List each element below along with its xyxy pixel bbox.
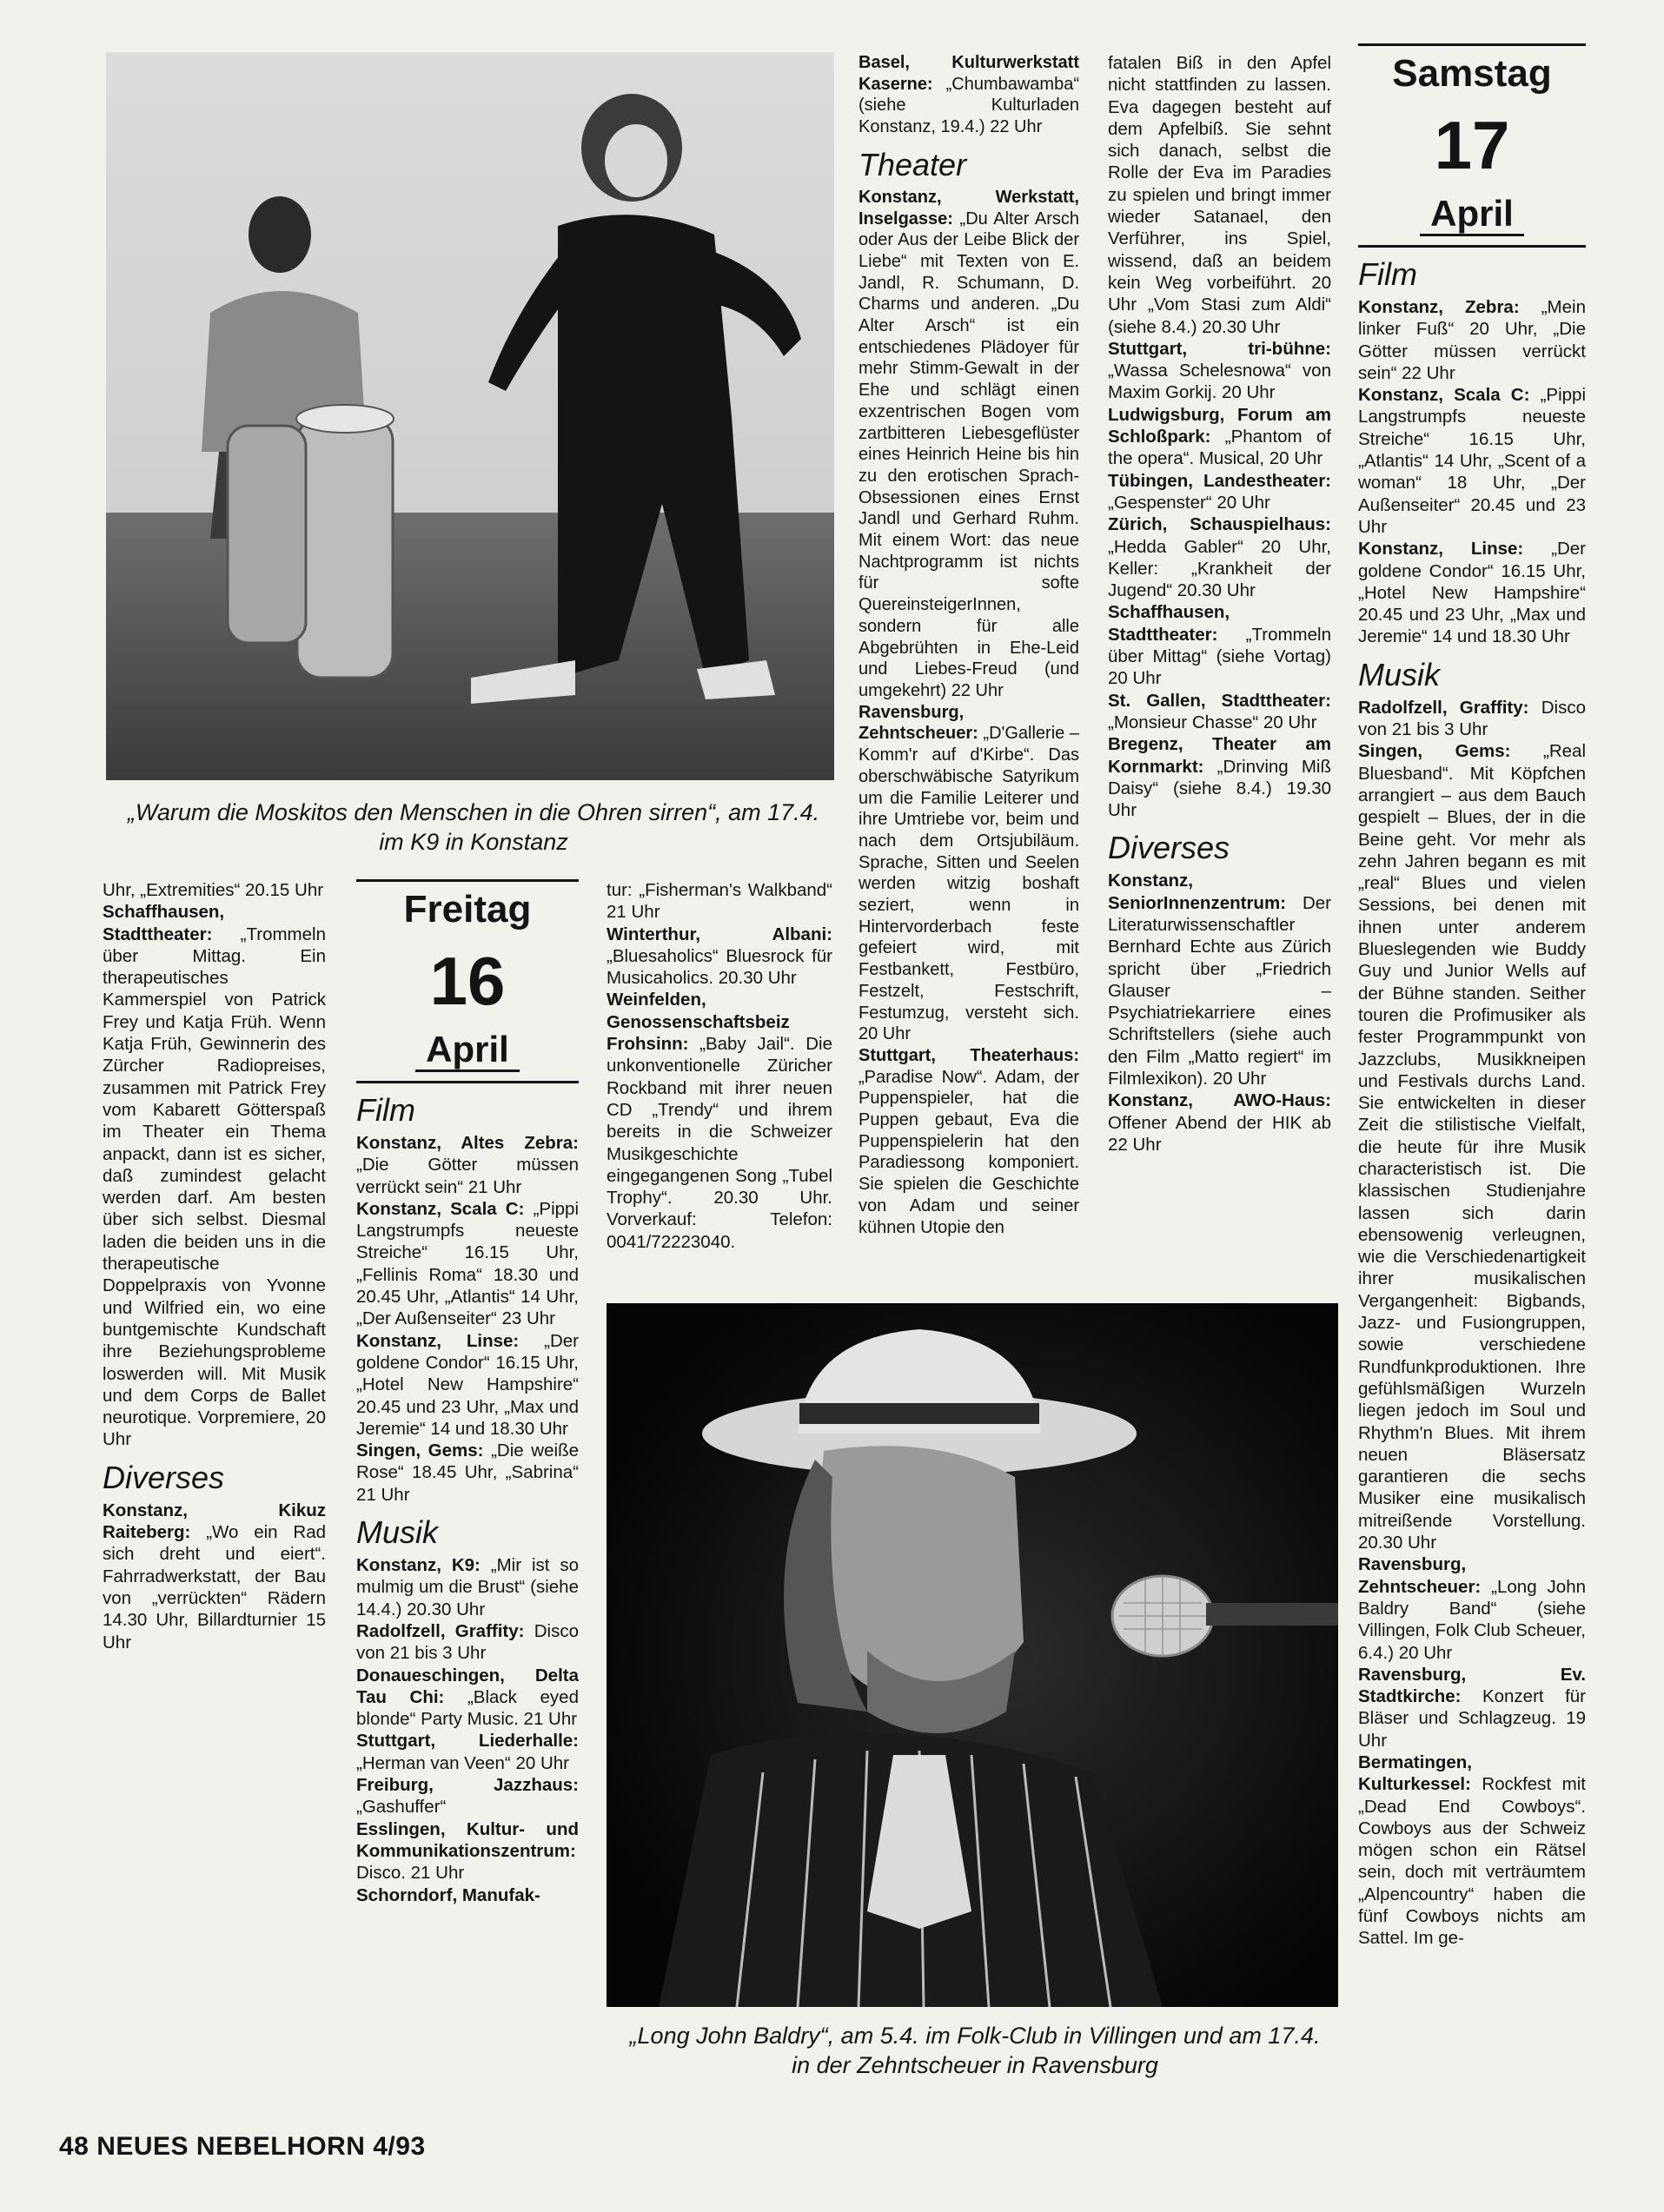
listing-entry: [1358, 384, 1586, 538]
listing-entry: [356, 1665, 579, 1731]
listing-entry: [1108, 404, 1331, 470]
listing-venue: Radolfzell, Graffity:: [356, 1620, 525, 1641]
column-6-saturday: [1358, 43, 1586, 1950]
listing-text: „Der goldene Condor“ 16.15 Uhr, „Hotel New Hampshire“ 20.45 und 23 Uhr, „Max und Jeremie“ 14 und 18.30 Uhr: [356, 1330, 579, 1439]
listing-text: „Long John Baldry Band“ (siehe Villingen, Folk Club Scheuer, 6.4.) 20 Uhr: [1358, 1576, 1586, 1663]
listing-text: „Wassa Schelesnowa“ von Maxim Gorkij. 20 Uhr: [1108, 361, 1331, 403]
section-heading-musik-friday: Musik: [356, 1514, 439, 1551]
listing-text: „Drinving Miß Daisy“ (siehe 8.4.) 19.30 Uhr: [1108, 756, 1331, 821]
listing-text: Disco von 21 bis 3 Uhr: [356, 1620, 579, 1664]
listing-text: Disco von 21 bis 3 Uhr: [1358, 697, 1586, 740]
col4-theater-entries: [859, 187, 1079, 1238]
listing-venue: Konstanz, Altes Zebra:: [356, 1133, 579, 1153]
listing-entry: [1108, 338, 1331, 404]
listing-entry: [1108, 470, 1331, 514]
listing-entry: [356, 1330, 579, 1440]
caption-bottom: „Long John Baldry“, am 5.4. im Folk-Club in Villingen und am 17.4. in der Zehntscheuer in Ravensburg: [629, 2023, 1321, 2078]
listing-venue: Konstanz, SeniorInnenzentrum:: [1108, 871, 1287, 913]
listing-entry: [859, 52, 1079, 138]
listing-text: „Der goldene Condor“ 16.15 Uhr, „Hotel New Hampshire“ 20.45 und 23 Uhr, „Max und Jeremie“ 14 und 18.30 Uhr: [1358, 539, 1586, 647]
month-saturday: April: [1420, 194, 1524, 236]
listing-venue: Ludwigsburg, Forum am Schloßpark:: [1108, 404, 1331, 447]
listing-venue: Freiburg, Jazzhaus:: [356, 1775, 579, 1796]
listing-text: „Pippi Langstrumpfs neueste Streiche“ 16.15 Uhr, „Fellinis Roma“ 18.30 und 20.45 Uhr, „Atlantis“ 14 Uhr, „Der Außenseiter“ 23 Uhr: [356, 1198, 579, 1329]
listing-entry: [1108, 52, 1331, 338]
listing-text: tur: „Fisherman's Walkband“ 21 Uhr: [607, 880, 832, 923]
caption-top: „Warum die Moskitos den Menschen in die Ohren sirren“, am 17.4. im K9 in Konstanz: [127, 799, 820, 855]
listing-venue: Schaffhausen, Stadttheater:: [1108, 602, 1230, 645]
listing-text: „Phantom of the opera“. Musical, 20 Uhr: [1108, 427, 1331, 469]
listing-entry: [1358, 296, 1586, 384]
column-2-friday: [356, 879, 579, 1906]
listing-text: „Paradise Now“. Adam, der Puppenspieler, hat die Puppen gebaut, Eva die Puppenspielerin hat den Paradiessong komponiert. Sie spielen die Geschichte von Adam und seiner kühnen Utopie den: [859, 1067, 1079, 1237]
listing-entry: [356, 1440, 579, 1506]
listing-entry: [356, 1620, 579, 1665]
listing-text: „Trommeln über Mittag“ (siehe Vortag) 20 Uhr: [1108, 624, 1331, 689]
listing-entry: [103, 901, 326, 1450]
listing-venue: Konstanz, Linse:: [1358, 539, 1524, 560]
weekday-saturday: Samstag: [1392, 52, 1552, 95]
listing-entry: [1358, 538, 1586, 647]
listing-text: „Wo ein Rad sich dreht und eiert“. Fahrradwerkstatt, der Bau von „verrückten“ Rädern 14.30 Uhr, Billardturnier 15 Uhr: [103, 1522, 326, 1652]
listing-entry: [607, 879, 832, 924]
section-heading-musik-saturday: Musik: [1358, 656, 1441, 692]
listing-entry: [607, 924, 832, 990]
saturday-film-entries: [1358, 296, 1586, 648]
listing-venue: Donaueschingen, Delta Tau Chi:: [356, 1665, 579, 1707]
listing-venue: Stuttgart, Theaterhaus:: [859, 1045, 1079, 1065]
listing-text: „Hedda Gabler“ 20 Uhr, Keller: „Krankheit der Jugend“ 20.30 Uhr: [1108, 536, 1331, 601]
listing-text: „Monsieur Chasse“ 20 Uhr: [1108, 712, 1317, 732]
listing-venue: St. Gallen, Stadttheater:: [1108, 690, 1331, 711]
listing-venue: Ravensburg, Zehntscheuer:: [859, 702, 978, 744]
listing-entry: [103, 879, 326, 901]
month-friday: April: [415, 1030, 520, 1072]
listing-entry: [1358, 697, 1586, 741]
listing-entry: [607, 989, 832, 1253]
listing-text: fatalen Biß in den Apfel nicht stattfinden zu lassen. Eva dagegen besteht auf dem Apfelbiß. Sie sehnt sich danach, selbst die Rolle der Eva im Paradies zu spielen und bringt immer wieder Satanael, den Verführer, ins Spiel, wissend, daß an beidem kein Weg vorbeiführt. 20 Uhr „Vom Stasi zum Aldi“ (siehe 8.4.) 20.30 Uhr: [1108, 53, 1331, 337]
listing-text: „Pippi Langstrumpfs neueste Streiche“ 16.15 Uhr, „Atlantis“ 14 Uhr, „Scent of a woman“ 18 Uhr, „Der Außenseiter“ 20.45 und 23 Uhr: [1358, 385, 1586, 537]
listing-text: Disco. 21 Uhr: [356, 1863, 465, 1884]
col1-diverses-entries: [103, 1500, 326, 1653]
listing-text: „Mein linker Fuß“ 20 Uhr, „Die Götter müssen verrückt sein“ 22 Uhr: [1358, 297, 1586, 383]
listing-venue: Zürich, Schauspielhaus:: [1108, 514, 1331, 535]
section-heading-theater: Theater: [859, 146, 967, 182]
listing-text: „Black eyed blonde“ Party Music. 21 Uhr: [356, 1686, 579, 1730]
listing-venue: Schorndorf, Manufak-: [356, 1884, 540, 1905]
weekday-friday: Freitag: [403, 888, 532, 930]
listing-text: „Herman van Veen“ 20 Uhr: [356, 1752, 569, 1773]
photo-moskitos: [106, 52, 834, 780]
listing-venue: Radolfzell, Graffity:: [1358, 697, 1529, 718]
listing-entry: [356, 1132, 579, 1198]
listing-entry: [356, 1774, 579, 1818]
listing-venue: Konstanz, Scala C:: [1358, 385, 1530, 406]
day-number-16: 16: [429, 943, 506, 1019]
listing-text: „Die Götter müssen verrückt sein“ 21 Uhr: [356, 1155, 579, 1197]
listing-text: Rockfest mit „Dead End Cowboys“. Cowboys aus der Schweiz mögen schon ein Rätsel sein, doch mit verträumtem „Alpencountry“ haben die fünf Cowboys nichts am Sattel. Im ge-: [1358, 1774, 1586, 1949]
listing-entry: [859, 187, 1079, 702]
date-box-saturday: [1358, 43, 1586, 248]
listing-text: Konzert für Bläser und Schlagzeug. 19 Uhr: [1358, 1686, 1586, 1751]
listing-entry: [859, 702, 1079, 1045]
listing-text: „Du Alter Arsch oder Aus der Leibe Blick der Liebe“ mit Texten von E. Jandl, R. Schumann, D. Charms und anderen. „Du Alter Arsch“ ist ein entschiedenes Plädoyer für mehr Stimm-Gewalt in der Ehe und schlägt einen exzentrischen Bogen vom zartbitteren Liebesgeflüster eines Heinrich Heine bis hin zu den erotischen Sprach-Obsessionen eines Ernst Jandl und Gerhard Ruhm. Mit einem Wort: das neue Nachtprogramm ist nichts für softe QuereinsteigerInnen, sondern für alle Abgebrühten in Ehe-Leid und Liebes-Freud (und umgekehrt) 22 Uhr: [859, 209, 1079, 700]
col5-entries: [1108, 52, 1331, 821]
listing-entry: [859, 1045, 1079, 1238]
column-3: [607, 879, 832, 1253]
listing-venue: Konstanz, K9:: [356, 1555, 481, 1576]
listing-entry: [356, 1554, 579, 1620]
listing-venue: Ravensburg, Ev. Stadtkirche:: [1358, 1664, 1586, 1707]
listing-text: Der Literaturwissenschaftler Bernhard Echte aus Zürich spricht über „Friedrich Glauser – Psychiatriekarriere eines Schriftstellers (siehe auch den Film „Matto regiert“ im Filmlexikon). 20 Uhr: [1108, 892, 1331, 1089]
listing-entry: [1358, 740, 1586, 1553]
listing-text: „D'Gallerie – Komm'r auf d'Kirbe“. Das oberschwäbische Satyrikum um die Familie Leiterer und ihre Umtriebe vor, beim und nach dem Ortsjubiläum. Sprache, Sitten und Seelen werden witzig boshaft seziert, wenn in Hintervorderbach feste gefeiert wird, mit Festbankett, Festbüro, Festzelt, Festschrift, Festumzug, versteht sich. 20 Uhr: [859, 724, 1079, 1044]
listing-text: „Gespenster“ 20 Uhr: [1108, 492, 1270, 513]
col5-diverses-entries: [1108, 870, 1331, 1156]
listing-venue: Stuttgart, Liederhalle:: [356, 1731, 579, 1752]
listing-entry: [1108, 733, 1331, 821]
listing-venue: Esslingen, Kultur- und Kommunikationszentrum:: [356, 1818, 579, 1861]
listing-venue: Konstanz, Scala C:: [356, 1198, 525, 1219]
section-heading-diverses: Diverses: [103, 1459, 225, 1495]
col1-entries: [103, 879, 326, 1451]
date-box-friday: [356, 879, 579, 1083]
listing-venue: Konstanz, AWO-Haus:: [1108, 1090, 1331, 1111]
saturday-musik-entries: [1358, 697, 1586, 1950]
listing-text: „Baby Jail“. Die unkonventionelle Züricher Rockband mit ihrer neuen CD „Trendy“ und ihrem bereits in die Schweizer Musikgeschichte eingegangenen Song „Tubel Trophy“. 20.30 Uhr. Vorverkauf: Telefon: 0041/72223040.: [607, 1034, 832, 1252]
column-1: [103, 879, 326, 1653]
section-heading-film-saturday: Film: [1358, 256, 1417, 292]
listing-venue: Tübingen, Landestheater:: [1108, 470, 1331, 491]
listing-entry: [356, 1818, 579, 1884]
section-heading-diverses-2: Diverses: [1108, 830, 1230, 866]
listing-venue: Konstanz, Zebra:: [1358, 297, 1520, 317]
listing-entry: [103, 1500, 326, 1653]
page-footer: 48 NEUES NEBELHORN 4/93: [59, 2132, 426, 2161]
listing-text: „Mir ist so mulmig um die Brust“ (siehe 14.4.) 20.30 Uhr: [356, 1555, 579, 1619]
listing-venue: Singen, Gems:: [356, 1440, 484, 1461]
listing-text: Uhr, „Extremities“ 20.15 Uhr: [103, 880, 324, 900]
listing-venue: Ravensburg, Zehntscheuer:: [1358, 1554, 1482, 1597]
listing-entry: [1108, 513, 1331, 601]
photo-moskitos-image: [106, 52, 834, 780]
listing-entry: [1358, 1553, 1586, 1663]
listing-text: „Gashuffer“: [356, 1797, 447, 1818]
column-5: [1108, 52, 1331, 1156]
friday-film-entries: [356, 1132, 579, 1506]
listing-entry: [356, 1730, 579, 1774]
listing-venue: Konstanz, Linse:: [356, 1330, 520, 1351]
listing-venue: Schaffhausen, Stadttheater:: [103, 902, 225, 944]
listing-venue: Bregenz, Theater am Kornmarkt:: [1108, 734, 1331, 777]
listing-text: Offener Abend der HIK ab 22 Uhr: [1108, 1112, 1331, 1155]
photo-long-john-baldry: [607, 1303, 1338, 2007]
listing-text: „Real Bluesband“. Mit Köpfchen arrangiert – aus dem Bauch gespielt – Blues, der in die Beine geht. Vor mehr als zehn Jahren begann es mit „real“ Blues und vielen Sessions, bei denen mit ihnen unter anderem Blueslegenden wie Buddy Guy und Junior Wells auf der Bühne standen. Seither touren die Profimusiker als fester Programmpunkt von Jazzclubs, Musikkneipen und Festivals durchs Land. Sie entwickelten in dieser Zeit die stilistische Vielfalt, die heute für ihre Musik characteristisch ist. Die klassischen Studienjahre lassen sich darin ebensowenig verleugnen, wie die Verschiedenartigkeit ihrer musikalischen Vergangenheit: Bigbands, Jazz- und Fusiongruppen, sowie verschiedene Rundfunkproduktionen. Ihre gefühlsmäßigen Wurzeln liegen jedoch im Soul und Rhythm'n Blues. Mit ihrem neuen Bläsersatz garantieren die sechs Musiker eine musikalisch mitreißende Vorstellung. 20.30 Uhr: [1358, 741, 1586, 1553]
listing-text: „Trommeln über Mittag. Ein therapeutisches Kammerspiel von Patrick Frey und Katja Früh. Wenn Katja Früh, Gewinnerin des Zürcher Radiopreises, zusammen mit Patrick Frey vom Kabarett Götterspaß im Theater ein Thema anpackt, dann ist es sicher, daß zumindest gelacht werden darf. Am besten über sich selbst. Diesmal laden die beiden uns in die therapeutische Doppelpraxis von Yvonne und Wilfried ein, wo eine buntgemischte Kundschaft ihre Beziehungsprobleme loswerden will. Mit Musik und dem Corps de Ballet neurotique. Vorpremiere, 20 Uhr: [103, 924, 326, 1450]
listing-venue: Weinfelden, Genossenschaftsbeiz Frohsinn:: [607, 990, 790, 1055]
col3-entries: [607, 879, 832, 1253]
listing-entry: [1108, 1089, 1331, 1156]
listing-venue: Konstanz, Kikuz Raiteberg:: [103, 1500, 326, 1543]
listing-text: „Chumbawamba“ (siehe Kulturladen Konstanz, 19.4.) 22 Uhr: [859, 74, 1079, 137]
listing-entry: [1108, 870, 1331, 1089]
listing-text: „Bluesaholics“ Bluesrock für Musicaholics. 20.30 Uhr: [607, 945, 832, 989]
listing-entry: [1358, 1752, 1586, 1950]
listing-entry: [1108, 601, 1331, 689]
friday-musik-entries: [356, 1554, 579, 1906]
section-heading-film-friday: Film: [356, 1092, 415, 1128]
listing-entry: [1108, 690, 1331, 734]
listing-venue: Winterthur, Albani:: [607, 924, 832, 944]
column-4: [859, 52, 1079, 1238]
listing-venue: Bermatingen, Kulturkessel:: [1358, 1752, 1472, 1795]
listing-text: „Die weiße Rose“ 18.45 Uhr, „Sabrina“ 21 Uhr: [356, 1440, 579, 1505]
listing-venue: Singen, Gems:: [1358, 741, 1511, 762]
listing-entry: [356, 1198, 579, 1330]
photo-baldry-image: [607, 1303, 1338, 2007]
day-number-17: 17: [1434, 107, 1510, 183]
listing-venue: Stuttgart, tri-bühne:: [1108, 338, 1331, 359]
listing-entry: [356, 1884, 579, 1906]
listing-venue: Konstanz, Werkstatt, Inselgasse:: [859, 187, 1079, 228]
col4-top-entries: [859, 52, 1079, 138]
listing-venue: Basel, Kulturwerkstatt Kaserne:: [859, 53, 1079, 94]
listing-entry: [1358, 1664, 1586, 1752]
